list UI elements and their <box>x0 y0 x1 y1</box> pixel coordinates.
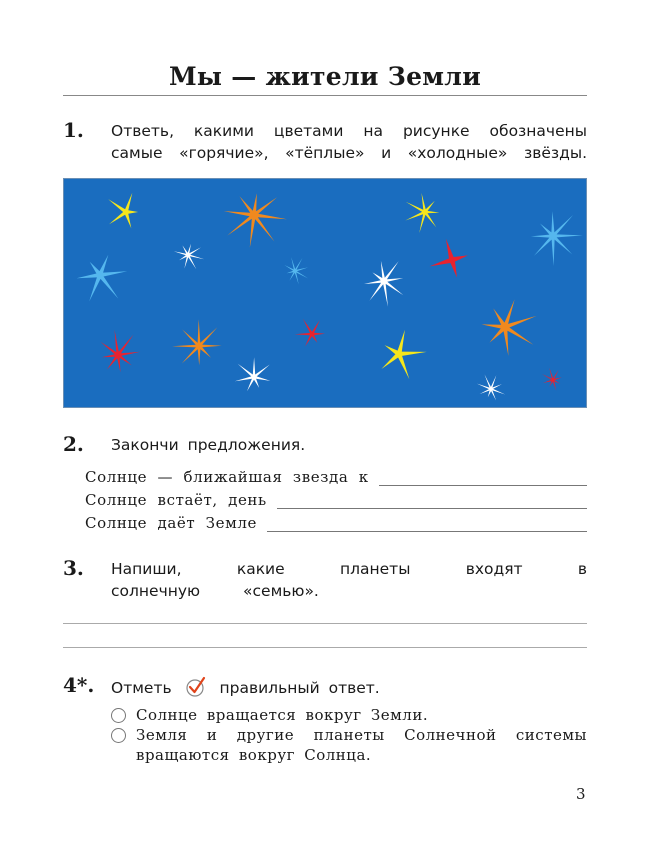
answer-line-2[interactable] <box>63 647 587 648</box>
option-2-radio[interactable] <box>111 728 126 743</box>
star-icon <box>531 211 583 266</box>
star-icon <box>295 319 325 347</box>
star-icon <box>235 357 271 391</box>
star-icon <box>172 319 222 365</box>
sentence-row-2 <box>85 489 587 509</box>
sentence-2-text: Солнце встаёт, день <box>85 491 267 509</box>
stars-illustration <box>63 178 587 408</box>
star-icon <box>381 330 426 379</box>
sentence-1-blank[interactable] <box>379 471 587 486</box>
star-icon <box>482 299 537 356</box>
star-icon <box>430 239 468 278</box>
task-4-text-before: Отметь <box>111 679 172 697</box>
title-divider <box>63 95 587 96</box>
task-2-number: 2. <box>63 432 84 456</box>
star-icon <box>174 244 205 270</box>
task-4-instruction <box>111 676 587 704</box>
task-2-text: Закончи предложения. <box>111 436 306 454</box>
option-1[interactable] <box>111 705 587 725</box>
task-1-number: 1. <box>63 118 84 142</box>
sentence-3-blank[interactable] <box>267 517 587 532</box>
task-4-number: 4*. <box>63 673 95 697</box>
sentence-row-1 <box>85 466 587 486</box>
star-icon <box>224 193 287 247</box>
star-icon <box>108 193 138 229</box>
star-icon <box>477 374 505 400</box>
star-icon <box>284 257 308 284</box>
option-2[interactable] <box>111 725 587 765</box>
star-icon <box>542 368 562 391</box>
page-number: 3 <box>576 785 586 803</box>
check-circle-icon <box>185 676 207 704</box>
page-title: Мы — жители Земли <box>168 62 482 91</box>
option-1-radio[interactable] <box>111 708 126 723</box>
star-icon <box>364 261 403 307</box>
stars-canvas <box>64 179 586 407</box>
option-1-text: Солнце вращается вокруг Земли. <box>136 706 429 724</box>
answer-line-1[interactable] <box>63 623 587 624</box>
task-1-text: Ответь, какими цветами на рисунке обозначены самые «горячие», «тёплые» и «холодные» звёзды. <box>111 122 587 162</box>
sentence-3-text: Солнце даёт Земле <box>85 514 257 532</box>
star-icon <box>77 255 128 302</box>
sentence-row-3 <box>85 512 587 532</box>
sentence-1-text: Солнце — ближайшая звезда к <box>85 468 369 486</box>
task-3-text: Напиши, какие планеты входят в солнечную «семью». <box>111 560 587 600</box>
sentence-2-blank[interactable] <box>277 494 587 509</box>
task-3-number: 3. <box>63 556 84 580</box>
task-4-text-after: правильный ответ. <box>219 679 380 697</box>
star-icon <box>405 193 439 233</box>
star-icon <box>101 330 141 373</box>
option-2-text: Земля и другие планеты Солнечной системы вращаются вокруг Солнца. <box>136 726 587 764</box>
